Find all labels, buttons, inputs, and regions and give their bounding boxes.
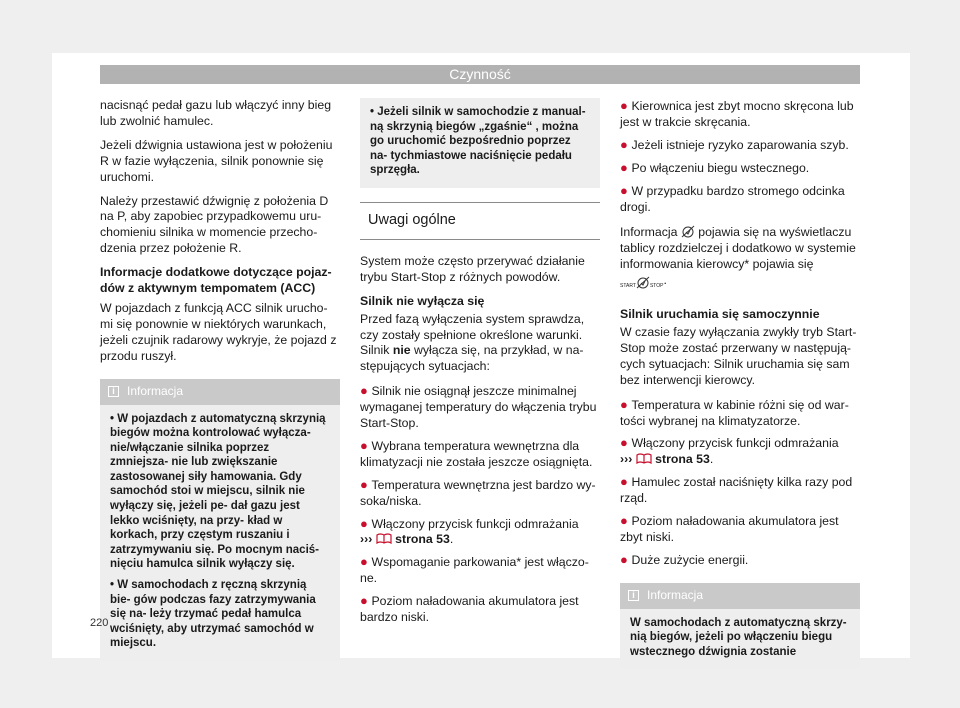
page-number: 220 bbox=[90, 617, 109, 629]
list-item: ● Włączony przycisk funkcji odmrażania ››› strona 53. bbox=[360, 515, 579, 547]
list-item: ● Poziom naładowania akumulatora jest zbyt niski. bbox=[620, 513, 839, 544]
info-text: W samochodach z automatyczną skrzy- nią biegów, jeżeli po włączeniu biegu wstecznego dźwignia zostanie bbox=[630, 616, 847, 658]
paragraph: System może często przerywać działanie trybu Start-Stop z różnych powodów. bbox=[360, 253, 585, 284]
paragraph: W czasie fazy wyłączania zwykły tryb Start- Stop może zostać przerwany w następują- cych sytuacjach: Silnik uruchamia się sam bez interwencji kierowcy. bbox=[620, 324, 857, 387]
paragraph: Przed fazą wyłączenia system sprawdza, czy zostały spełnione określone warunki. Silnik nie wyłącza się, na przykład, w na- stępujących sytuacjach: bbox=[360, 311, 585, 374]
subheading: Silnik nie wyłącza się bbox=[360, 293, 485, 308]
page-header bbox=[100, 65, 860, 84]
info-box-header bbox=[100, 379, 340, 405]
list-item: ● Włączony przycisk funkcji odmrażania ››› strona 53. bbox=[620, 435, 839, 467]
column-1 bbox=[100, 98, 340, 661]
reference-arrows: ››› bbox=[360, 532, 373, 547]
list-item: ● Hamulec został naciśnięty kilka razy pod rząd. bbox=[620, 474, 853, 506]
book-icon bbox=[376, 532, 392, 544]
info-box-body bbox=[620, 609, 860, 670]
column-3 bbox=[620, 98, 860, 669]
column-2 bbox=[360, 98, 600, 632]
list-item: ● Po włączeniu biegu wstecznego. bbox=[620, 159, 810, 175]
paragraph: W pojazdach z funkcją ACC silnik urucho- mi się ponownie w niektórych warunkach, jeżeli czujnik radarowy wykryje, że pojazd z przodu ruszył. bbox=[100, 300, 337, 363]
info-box-body bbox=[100, 405, 340, 662]
start-stop-off-icon bbox=[636, 276, 650, 289]
info-box bbox=[100, 379, 340, 661]
reference-arrows: ››› bbox=[620, 452, 633, 467]
note-box bbox=[360, 98, 600, 188]
list-item: ● Jeżeli istnieje ryzyko zaparowania szyb. bbox=[620, 136, 849, 152]
info-box-label: Informacja bbox=[127, 383, 184, 398]
page-reference-link[interactable]: strona 53 bbox=[655, 452, 710, 467]
paragraph: Informacja pojawia się na wyświetlaczu tablicy rozdzielczej i dodatkowo w systemie informowania kierowcy* pojawia się START STOP. bbox=[620, 225, 860, 295]
list-item: ● Kierownica jest zbyt mocno skręcona lub jest w trakcie skręcania. bbox=[620, 98, 854, 129]
note-bullet: • Jeżeli silnik w samochodzie z manual- ną skrzynią biegów „zgaśnie“ , można go uruchomić bezpośrednio poprzez na- tychmiastowe naciśnięcie pedału sprzęgła. bbox=[370, 106, 586, 177]
list-item: ● Temperatura wewnętrzna jest bardzo wy- soka/niska. bbox=[360, 476, 596, 508]
note-box-body bbox=[360, 98, 600, 188]
list-item: ● W przypadku bardzo stromego odcinka drogi. bbox=[620, 182, 845, 214]
paragraph: Jeżeli dźwignia ustawiona jest w położeniu R w fazie wyłączenia, silnik ponownie się uruchomi. bbox=[100, 137, 333, 184]
page-reference-link[interactable]: strona 53 bbox=[395, 532, 450, 547]
start-stop-indicator: START STOP bbox=[620, 276, 663, 295]
info-icon: i bbox=[628, 590, 639, 601]
section-title: Uwagi ogólne bbox=[360, 202, 600, 240]
paragraph: Należy przestawić dźwignię z położenia D na P, aby zapobiec przypadkowemu uru- chomieniu silnika w momencie przecho- dzenia przez położenie R. bbox=[100, 193, 329, 256]
subheading: Silnik uruchamia się samoczynnie bbox=[620, 307, 820, 322]
info-icon: i bbox=[108, 386, 119, 397]
list-item: ● Poziom naładowania akumulatora jest bardzo niski. bbox=[360, 593, 579, 625]
info-box bbox=[620, 583, 860, 670]
book-icon bbox=[636, 452, 652, 464]
list-item: ● Duże zużycie energii. bbox=[620, 551, 749, 567]
list-item: ● Silnik nie osiągnął jeszcze minimalnej wymaganej temperatury do włączenia trybu Start-Stop. bbox=[360, 383, 597, 431]
subheading: Informacje dodatkowe dotyczące pojaz- dów z aktywnym tempomatem (ACC) bbox=[100, 265, 332, 296]
info-box-label: Informacja bbox=[647, 587, 704, 602]
start-stop-off-icon bbox=[681, 225, 695, 238]
list-item: ● Wybrana temperatura wewnętrzna dla klimatyzacji nie została jeszcze osiągnięta. bbox=[360, 437, 593, 469]
info-bullet: • W pojazdach z automatyczną skrzynią biegów można kontrolować wyłącza- nie/włączanie silnika poprzez zmniejsza- nie lub zwiększanie zastosowanej siły hamowania. Gdy samochód stoi w miejscu, silnik nie wyłączy się, jeżeli pe- dał gazu jest lekko wciśnięty, na przy- kład w korkach, przy częstym ruszaniu i zatrzymywaniu się. Po mocnym naciś- nięciu hamulca silnik wyłączy się. bbox=[110, 412, 326, 571]
header-title: Czynność bbox=[449, 66, 511, 82]
list-item: ● Temperatura w kabinie różni się od war- tości wybranej na klimatyzatorze. bbox=[620, 396, 849, 428]
info-box-header bbox=[620, 583, 860, 609]
paragraph: nacisnąć pedał gazu lub włączyć inny bieg lub zwolnić hamulec. bbox=[100, 98, 332, 128]
list-item: ● Wspomaganie parkowania* jest włączo- ne. bbox=[360, 554, 589, 586]
info-bullet: • W samochodach z ręczną skrzynią bie- gów podczas fazy zatrzymywania się na- leży trzymać pedał hamulca wciśnięty, aby utrzymać samochód w miejscu. bbox=[110, 579, 316, 650]
